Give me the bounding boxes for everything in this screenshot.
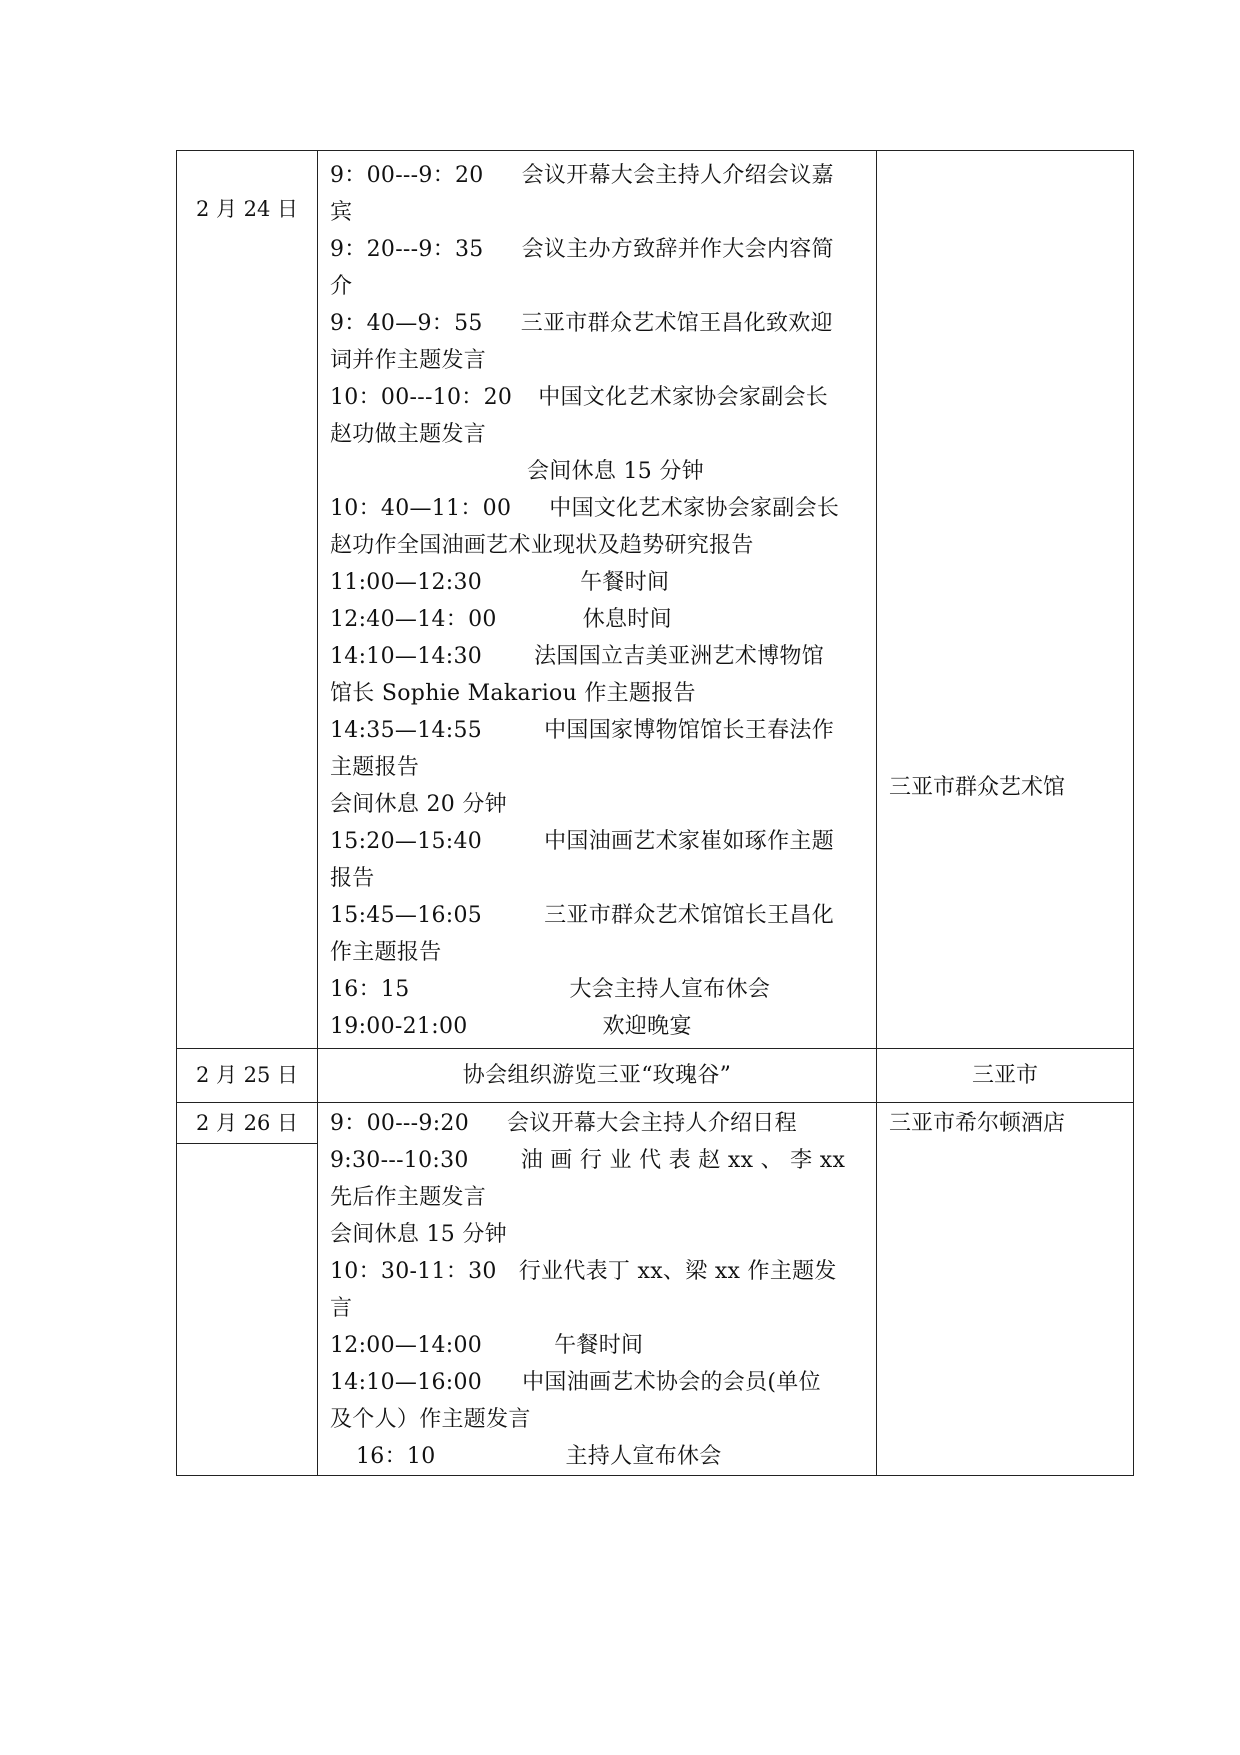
program-line: 赵功做主题发言 xyxy=(330,422,487,447)
program-line: 16：15 大会主持人宣布休会 xyxy=(330,977,771,1002)
program-line: 14:10—14:30 法国国立吉美亚洲艺术博物馆 xyxy=(330,644,825,669)
program-line: 会间休息 15 分钟 xyxy=(330,1222,507,1247)
program-line: 主题报告 xyxy=(330,755,420,780)
program-line: 9:30---10:30 油 画 行 业 代 表 赵 xx 、 李 xx xyxy=(330,1148,846,1173)
program-line: 9：00---9：20 会议开幕大会主持人介绍会议嘉 xyxy=(330,163,834,188)
program-line: 先后作主题发言 xyxy=(330,1185,487,1210)
program-line: 词并作主题发言 xyxy=(330,348,487,373)
schedule-row-feb25 xyxy=(177,1049,1134,1103)
venue-label: 三亚市 xyxy=(971,1063,1038,1088)
program-line: 宾 xyxy=(330,200,353,225)
program-cell xyxy=(318,1103,877,1476)
date-cell xyxy=(177,151,318,1049)
program-line: 9：00---9:20 会议开幕大会主持人介绍日程 xyxy=(330,1111,797,1136)
program-cell xyxy=(318,151,877,1049)
program-line: 10：40—11：00 中国文化艺术家协会家副会长 xyxy=(330,496,840,521)
program-line: 及个人）作主题发言 xyxy=(330,1407,531,1432)
date-subcell xyxy=(177,1103,317,1144)
program-line: 会间休息 15 分钟 xyxy=(527,459,704,484)
program-line: 10：00---10：20 中国文化艺术家协会家副会长 xyxy=(330,385,829,410)
venue-label: 三亚市群众艺术馆 xyxy=(889,775,1066,800)
date-label: 2 月 26 日 xyxy=(195,1111,299,1135)
venue-cell xyxy=(877,1103,1134,1476)
program-line: 14:35—14:55 中国国家博物馆馆长王春法作 xyxy=(330,718,835,743)
program-line: 报告 xyxy=(330,866,375,891)
program-line: 协会组织游览三亚“玫瑰谷” xyxy=(462,1063,732,1088)
program-line: 16：10 主持人宣布休会 xyxy=(356,1444,722,1469)
program-line: 作主题报告 xyxy=(330,940,442,965)
program-line: 15:20—15:40 中国油画艺术家崔如琢作主题 xyxy=(330,829,835,854)
program-line: 11:00—12:30 午餐时间 xyxy=(330,570,670,595)
venue-cell xyxy=(877,1049,1134,1103)
program-line: 会间休息 20 分钟 xyxy=(330,792,507,817)
program-line: 馆长 Sophie Makariou 作主题报告 xyxy=(330,681,696,706)
program-line: 言 xyxy=(330,1296,353,1321)
program-cell xyxy=(318,1049,877,1103)
program-line: 9：20---9：35 会议主办方致辞并作大会内容简 xyxy=(330,237,834,262)
program-line: 介 xyxy=(330,274,353,299)
program-line: 9：40—9：55 三亚市群众艺术馆王昌化致欢迎 xyxy=(330,311,833,336)
schedule-table xyxy=(176,150,1134,1476)
program-line: 10：30-11：30 行业代表丁 xx、梁 xx 作主题发 xyxy=(330,1259,837,1284)
venue-cell xyxy=(877,151,1134,1049)
program-line: 14:10—16:00 中国油画艺术协会的会员(单位 xyxy=(330,1370,821,1395)
program-line: 19:00-21:00 欢迎晚宴 xyxy=(330,1014,692,1039)
schedule-row-feb24 xyxy=(177,151,1134,1049)
date-cell xyxy=(177,1049,318,1103)
schedule-row-feb26 xyxy=(177,1103,1134,1476)
date-label: 2 月 25 日 xyxy=(195,1063,299,1087)
program-line: 15:45—16:05 三亚市群众艺术馆馆长王昌化 xyxy=(330,903,835,928)
program-line: 12:00—14:00 午餐时间 xyxy=(330,1333,644,1358)
date-label: 2 月 24 日 xyxy=(195,197,299,221)
venue-label: 三亚市希尔顿酒店 xyxy=(889,1111,1066,1136)
date-cell xyxy=(177,1103,318,1476)
program-line: 赵功作全国油画艺术业现状及趋势研究报告 xyxy=(330,533,754,558)
program-line: 12:40—14：00 休息时间 xyxy=(330,607,672,632)
